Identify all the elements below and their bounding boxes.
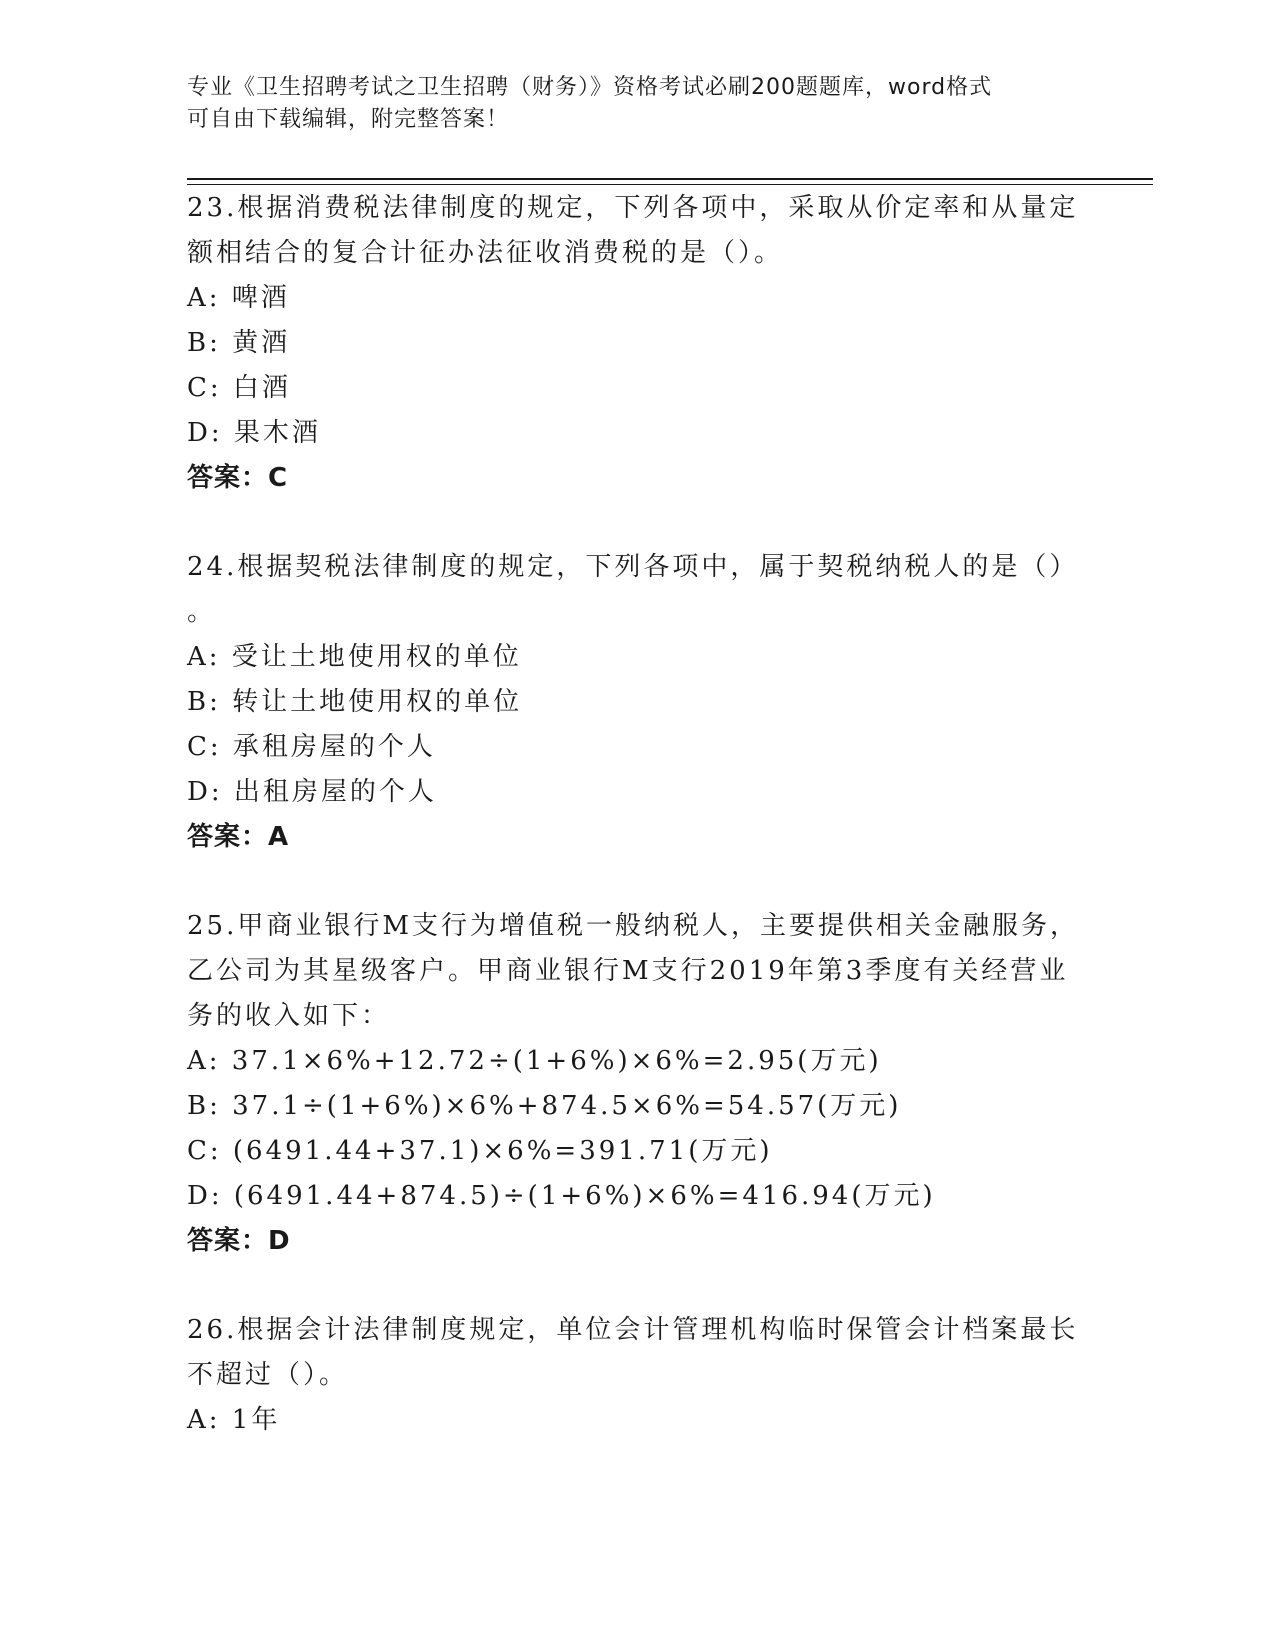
option-b: B: 37.1÷(1+6%)×6%+874.5×6%=54.57(万元) [187, 1091, 902, 1121]
answer: 答案：D [187, 1226, 291, 1256]
header-divider-thin [187, 184, 1153, 185]
header-line-2: 可自由下载编辑，附完整答案！ [187, 107, 510, 132]
question-line: 额相结合的复合计征办法征收消费税的是（）。 [187, 238, 784, 268]
question-text [187, 186, 1087, 276]
option-d: D: 果木酒 [187, 418, 321, 448]
option-b: B: 黄酒 [187, 328, 291, 358]
option-c: C: 白酒 [187, 373, 291, 403]
question-text [187, 545, 1087, 635]
header-divider-thick [187, 178, 1153, 180]
question-24 [187, 545, 1087, 860]
answer: 答案：A [187, 822, 290, 852]
question-line: 务的收入如下： [187, 1001, 391, 1031]
option-b: B: 转让土地使用权的单位 [187, 687, 523, 717]
document-header [187, 72, 1067, 136]
option-d: D: 出租房屋的个人 [187, 777, 437, 807]
question-line: 不超过（）。 [187, 1360, 349, 1390]
question-text [187, 1308, 1087, 1398]
question-line: 。 [187, 597, 217, 627]
option-a: A: 1年 [187, 1405, 281, 1435]
question-line: 乙公司为其星级客户。甲商业银行M支行2019年第3季度有关经营业 [187, 956, 1069, 986]
question-26 [187, 1308, 1087, 1443]
question-list [187, 186, 1087, 1487]
option-a: A: 37.1×6%+12.72÷(1+6%)×6%=2.95(万元) [187, 1046, 882, 1076]
option-c: C: (6491.44+37.1)×6%=391.71(万元) [187, 1136, 773, 1166]
question-23 [187, 186, 1087, 501]
option-d: D: (6491.44+874.5)÷(1+6%)×6%=416.94(万元) [187, 1181, 936, 1211]
question-line: 24.根据契税法律制度的规定，下列各项中，属于契税纳税人的是（） [187, 552, 1079, 582]
option-a: A: 受让土地使用权的单位 [187, 642, 522, 672]
question-line: 23.根据消费税法律制度的规定，下列各项中，采取从价定率和从量定 [187, 193, 1079, 223]
header-line-1: 专业《卫生招聘考试之卫生招聘（财务）》资格考试必刷200题题库，word格式 [187, 75, 993, 100]
question-25 [187, 904, 1087, 1264]
question-text [187, 904, 1087, 1039]
question-line: 25.甲商业银行M支行为增值税一般纳税人，主要提供相关金融服务， [187, 911, 1079, 941]
answer: 答案：C [187, 463, 289, 493]
option-a: A: 啤酒 [187, 283, 290, 313]
question-line: 26.根据会计法律制度规定，单位会计管理机构临时保管会计档案最长 [187, 1315, 1079, 1345]
option-c: C: 承租房屋的个人 [187, 732, 436, 762]
